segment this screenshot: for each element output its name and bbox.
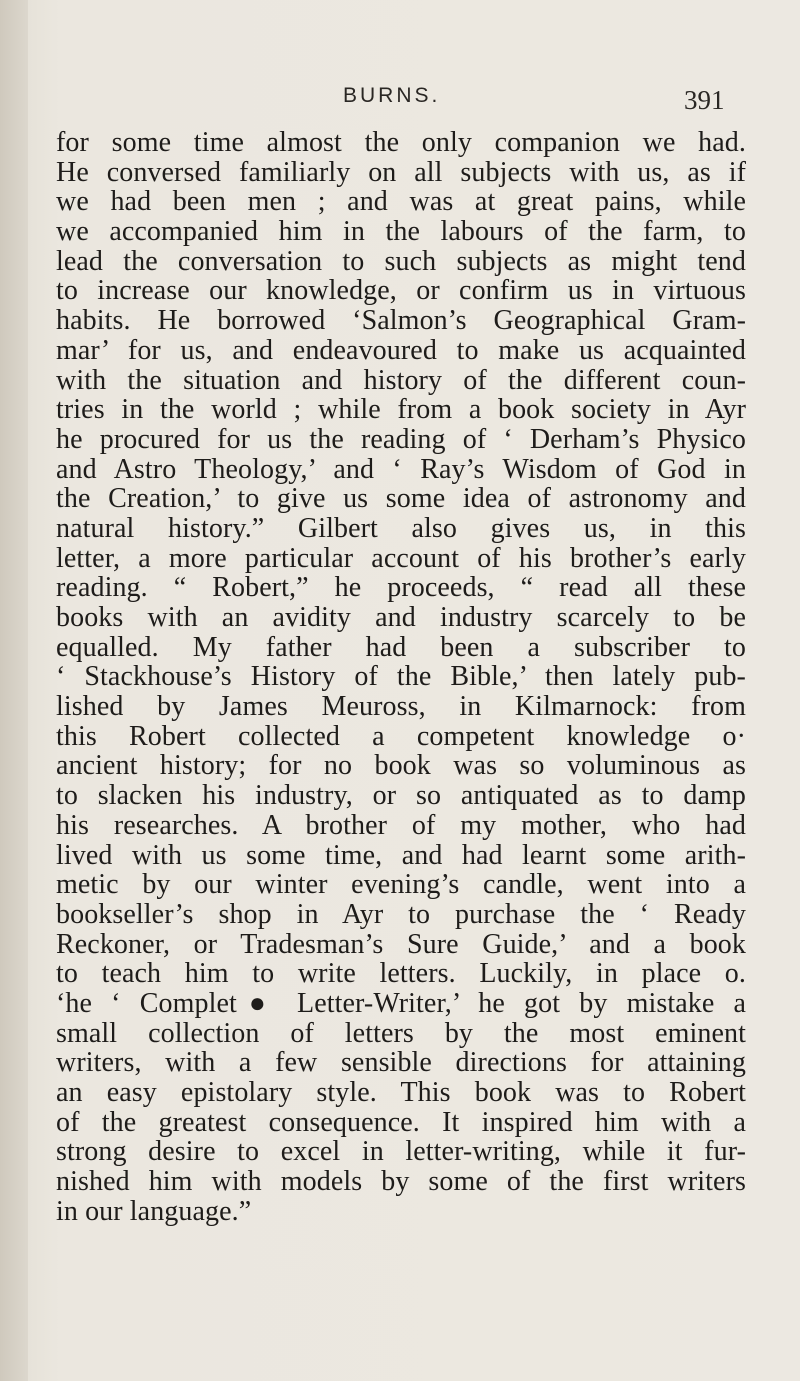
text-line: he procured for us the reading of ‘ Derham’s Physico: [56, 423, 746, 455]
text-line: He conversed familiarly on all subjects with us, as if: [56, 156, 746, 188]
page-number: 391: [684, 85, 725, 115]
text-line: mar’ for us, and endeavoured to make us acquainted: [56, 334, 746, 366]
text-line: metic by our winter evening’s candle, went into a: [56, 869, 746, 901]
text-line: this Robert collected a competent knowledge o·: [56, 720, 746, 752]
text-line: equalled. My father had been a subscriber to: [56, 631, 746, 663]
text-line: books with an avidity and industry scarcely to be: [56, 602, 746, 633]
text-line: ‘he ‘ Complet● Letter-Writer,’ he got by mistake a: [56, 987, 746, 1019]
text-line: nished him with models by some of the first writers: [56, 1166, 746, 1198]
text-line: we had been men ; and was at great pains, while: [56, 186, 746, 218]
body-text: [56, 128, 746, 1226]
text-line: habits. He borrowed ‘Salmon’s Geographical Gram-: [56, 305, 746, 337]
text-line: of the greatest consequence. It inspired him with a: [56, 1106, 746, 1138]
text-line: bookseller’s shop in Ayr to purchase the ‘ Ready: [56, 898, 746, 930]
page-gutter: [0, 0, 28, 1381]
running-head: BURNS.: [343, 84, 441, 107]
text-line: reading. “ Robert,” he proceeds, “ read all these: [56, 572, 746, 604]
text-line: for some time almost the only companion we had.: [56, 127, 746, 158]
text-line: lived with us some time, and had learnt some arith-: [56, 839, 746, 871]
text-line: natural history.” Gilbert also gives us, in this: [56, 512, 746, 544]
text-line: letter, a more particular account of his brother’s early: [56, 542, 746, 574]
text-line-last: in our language.”: [56, 1195, 252, 1227]
text-line: lished by James Meuross, in Kilmarnock: from: [56, 691, 746, 723]
text-line: to teach him to write letters. Luckily, in place o.: [56, 958, 746, 990]
text-line: an easy epistolary style. This book was to Robert: [56, 1077, 746, 1108]
text-line: and Astro Theology,’ and ‘ Ray’s Wisdom of God in: [56, 453, 746, 485]
text-line: small collection of letters by the most eminent: [56, 1017, 746, 1049]
page-header: [0, 84, 800, 124]
text-line: ‘ Stackhouse’s History of the Bible,’ then lately pub-: [56, 661, 746, 693]
text-line: tries in the world ; while from a book society in Ayr: [56, 394, 746, 426]
text-line: to increase our knowledge, or confirm us in virtuous: [56, 275, 746, 307]
text-line: with the situation and history of the different coun-: [56, 364, 746, 396]
text-line: we accompanied him in the labours of the farm, to: [56, 216, 746, 248]
text-line: lead the conversation to such subjects as might tend: [56, 245, 746, 277]
text-line: strong desire to excel in letter-writing, while it fur-: [56, 1136, 746, 1168]
text-line: the Creation,’ to give us some idea of astronomy and: [56, 483, 746, 515]
text-line: writers, with a few sensible directions for attaining: [56, 1047, 746, 1079]
text-line: to slacken his industry, or so antiquated as to damp: [56, 780, 746, 812]
text-line: ancient history; for no book was so voluminous as: [56, 750, 746, 782]
text-line: his researches. A brother of my mother, who had: [56, 809, 746, 841]
text-line: Reckoner, or Tradesman’s Sure Guide,’ and a book: [56, 928, 746, 960]
